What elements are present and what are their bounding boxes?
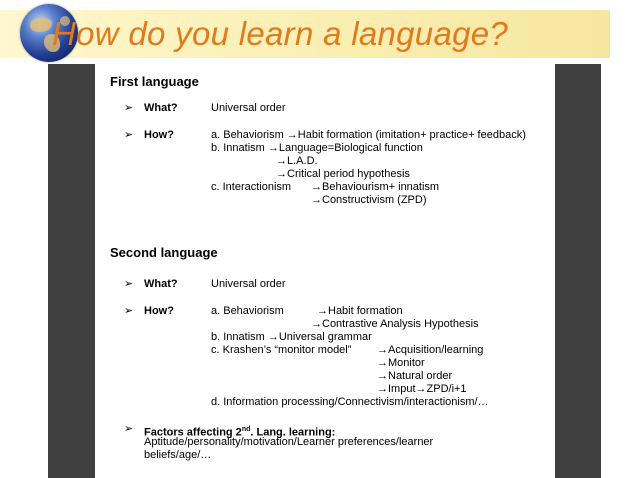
slide-title: How do you learn a language? <box>52 15 509 52</box>
how-line: →L.A.D. <box>276 155 318 167</box>
factors-line: beliefs/age/… <box>144 449 212 461</box>
how-line: →Behaviourism+ innatism <box>311 181 440 193</box>
section-heading-first-language: First language <box>110 74 199 89</box>
how-line: a. Behaviorism →Habit formation (imitation+ practice+ feedback) <box>211 129 526 141</box>
how-line: →Contrastive Analysis Hypothesis <box>311 318 479 330</box>
how-line: →Constructivism (ZPD) <box>311 194 427 206</box>
how-line: b. Innatism →Universal grammar <box>211 331 372 343</box>
how-line: →Habit formation <box>317 305 403 317</box>
how-line: →Acquisition/learning <box>377 344 484 356</box>
bullet-label-what: What? <box>144 278 178 290</box>
how-line: →Natural order <box>377 370 453 382</box>
factors-line: Aptitude/personality/motivation/Learner preferences/learner <box>144 436 434 448</box>
bullet-icon: ➢ <box>124 129 134 141</box>
bullet-icon: ➢ <box>124 423 134 435</box>
answer-universal-order: Universal order <box>211 102 286 114</box>
how-line: c. Krashen’s “monitor model” <box>211 344 352 356</box>
how-line: a. Behaviorism <box>211 305 284 317</box>
bullet-icon: ➢ <box>124 102 134 114</box>
how-line: →Monitor <box>377 357 425 369</box>
how-line: →Imput→ZPD/i+1 <box>377 383 467 395</box>
bullet-label-how: How? <box>144 305 174 317</box>
bullet-icon: ➢ <box>124 305 134 317</box>
answer-universal-order: Universal order <box>211 278 286 290</box>
section-heading-second-language: Second language <box>110 245 218 260</box>
how-line: →Critical period hypothesis <box>276 168 410 180</box>
how-line: d. Information processing/Connectivism/interactionism/… <box>211 396 489 408</box>
how-line: c. Interactionism <box>211 181 292 193</box>
bullet-label-how: How? <box>144 129 174 141</box>
content-card <box>95 64 555 478</box>
bullet-label-what: What? <box>144 102 178 114</box>
how-line: b. Innatism →Language=Biological function <box>211 142 423 154</box>
bullet-icon: ➢ <box>124 278 134 290</box>
factors-heading: Factors affecting 2nd. Lang. learning: <box>144 426 336 439</box>
